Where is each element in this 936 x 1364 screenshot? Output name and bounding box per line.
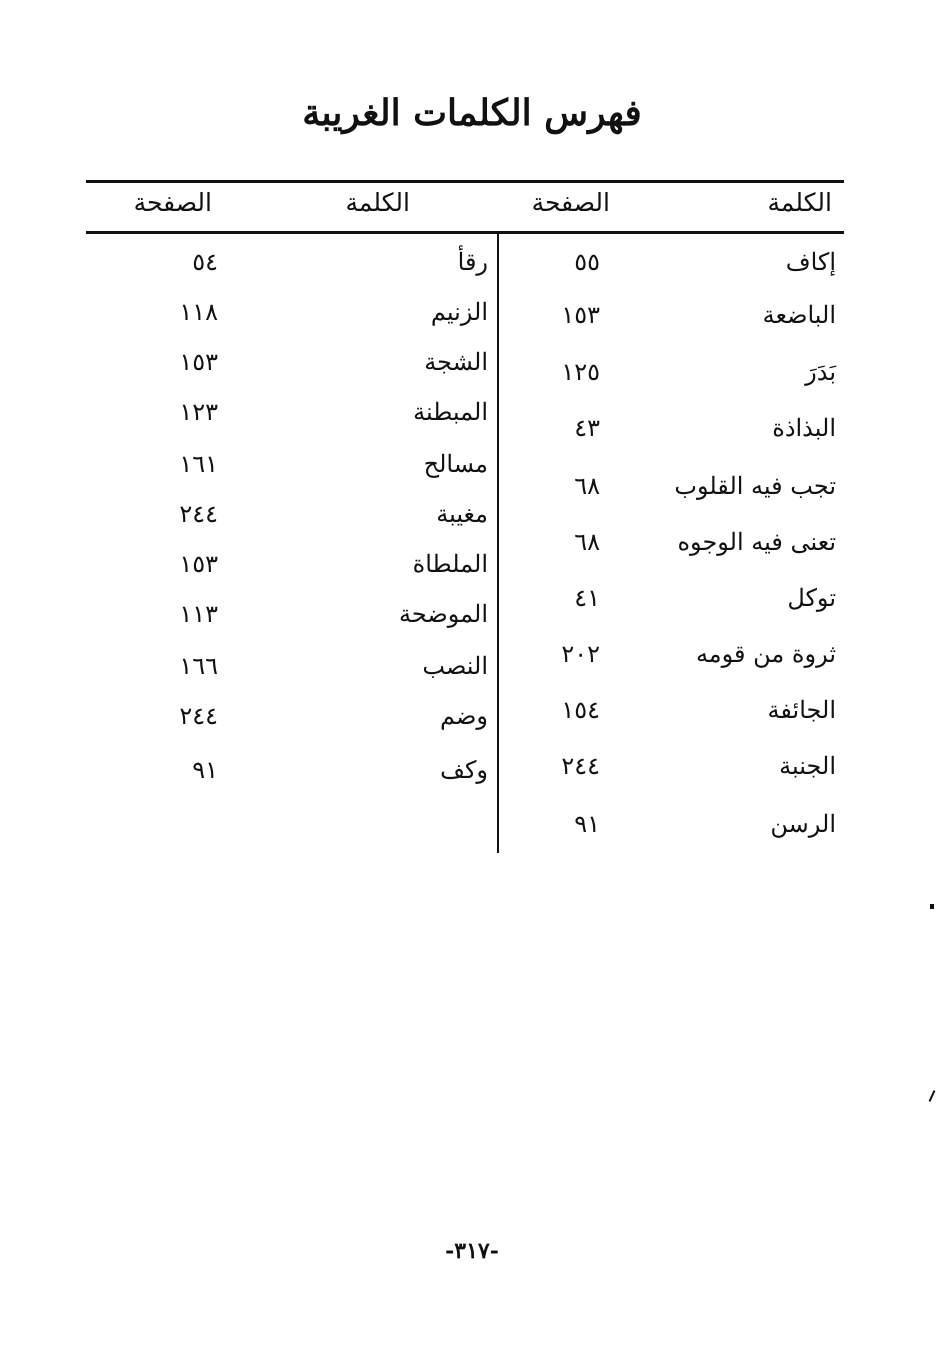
index-page: ١١٣ — [179, 600, 218, 628]
index-word: تجب فيه القلوب — [674, 472, 836, 500]
header-word-left: الكلمة — [345, 188, 410, 217]
index-word: الرسن — [770, 810, 836, 838]
index-page: ٩١ — [574, 810, 600, 838]
index-word: الجائفة — [767, 696, 836, 724]
index-word: الجنبة — [779, 752, 836, 780]
index-word: وكف — [440, 756, 488, 784]
index-page: ١٥٣ — [179, 348, 218, 376]
scan-speck — [930, 904, 934, 909]
index-page: ١٥٣ — [179, 550, 218, 578]
index-page: ٤٣ — [574, 414, 600, 442]
header-word-right: الكلمة — [767, 188, 832, 217]
index-page: ١١٨ — [179, 298, 218, 326]
index-page: ٦٨ — [574, 528, 600, 556]
index-page: ٢٤٤ — [561, 752, 600, 780]
top-rule — [86, 180, 844, 183]
index-word: الباضعة — [762, 301, 836, 329]
index-page: ١٢٣ — [179, 398, 218, 426]
header-page-left: الصفحة — [133, 188, 212, 217]
header-page-right: الصفحة — [531, 188, 610, 217]
index-page: ٩١ — [192, 756, 218, 784]
scan-speck — [929, 1090, 936, 1102]
index-word: الموضحة — [399, 600, 488, 628]
index-page: ١٦٦ — [179, 652, 218, 680]
page-number: -٣١٧- — [445, 1238, 499, 1264]
index-word: الشجة — [424, 348, 488, 376]
index-page: ٢٤٤ — [179, 500, 218, 528]
index-word: إكاف — [785, 248, 836, 276]
index-page: ٢٠٢ — [561, 640, 600, 668]
index-page: ٢٤٤ — [179, 702, 218, 730]
index-word: توكل — [787, 584, 836, 612]
index-word: وضم — [440, 702, 488, 730]
page-title: فهرس الكلمات الغريبة — [302, 92, 642, 134]
index-word: مسالح — [423, 450, 488, 478]
header-rule — [86, 231, 844, 234]
word-index-table — [86, 238, 844, 858]
index-word: بَدَرَ — [805, 358, 836, 386]
index-page: ٤١ — [574, 584, 600, 612]
index-page: ١٦١ — [179, 450, 218, 478]
index-word: الزنيم — [430, 298, 488, 326]
index-word: تعنى فيه الوجوه — [677, 528, 836, 556]
index-word: الملطاة — [412, 550, 488, 578]
index-page: ٥٤ — [192, 248, 218, 276]
index-word: البذاذة — [772, 414, 836, 442]
index-page: ١٢٥ — [561, 358, 600, 386]
index-page: ٦٨ — [574, 472, 600, 500]
index-page: ١٥٣ — [561, 301, 600, 329]
index-word: مغيبة — [436, 500, 488, 528]
index-page: ٥٥ — [574, 248, 600, 276]
index-word: النصب — [422, 652, 488, 680]
index-word: المبطنة — [413, 398, 488, 426]
index-word: رقأ — [457, 248, 488, 276]
index-word: ثروة من قومه — [695, 640, 836, 668]
index-page: ١٥٤ — [561, 696, 600, 724]
